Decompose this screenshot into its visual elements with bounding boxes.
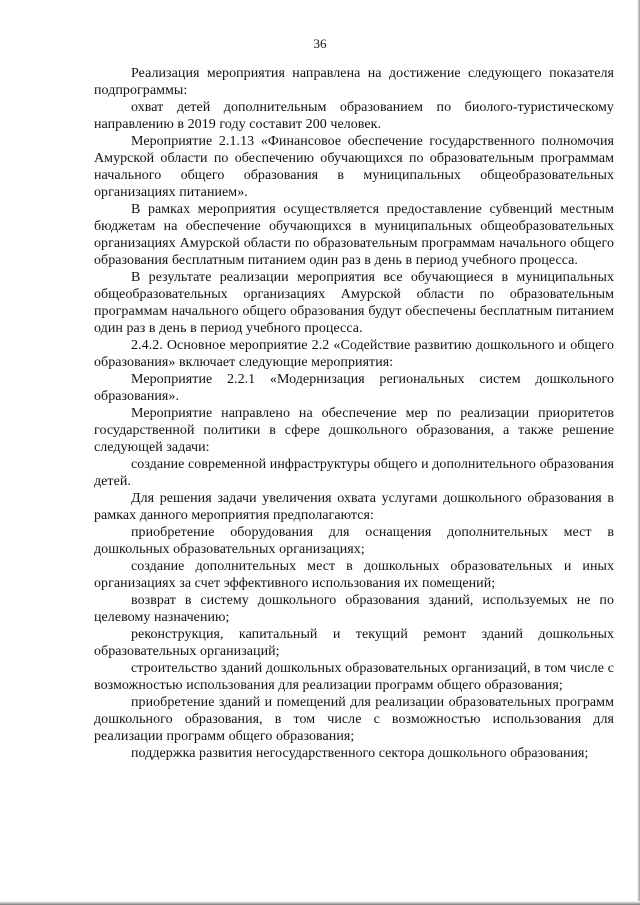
scan-bottom-shadow — [0, 901, 640, 905]
paragraph-12: создание дополнительных мест в дошкольных образовательных и иных организациях за счет эффективного использования их помещений; — [94, 559, 614, 591]
paragraph-16: приобретение зданий и помещений для реализации образовательных программ дошкольного образования, в том числе с возможностью использования для реализации программ общего образования; — [94, 695, 614, 744]
paragraph-9: создание современной инфраструктуры общего и дополнительного образования детей. — [94, 457, 614, 489]
paragraph-8: Мероприятие направлено на обеспечение мер по реализации приоритетов государственной политики в сфере дошкольного образования, а также решение следующей задачи: — [94, 406, 614, 455]
paragraph-13: возврат в систему дошкольного образования зданий, используемых не по целевому назначению; — [94, 593, 614, 625]
paragraph-11: приобретение оборудования для оснащения дополнительных мест в дошкольных образовательных организациях; — [94, 525, 614, 557]
paragraph-3: Мероприятие 2.1.13 «Финансовое обеспечение государственного полномочия Амурской области по обеспечению обучающихся по образовательным программам начального общего образования в муниципальных общеобразовательных организациях питанием». — [94, 134, 614, 200]
paragraph-10: Для решения задачи увеличения охвата услугами дошкольного образования в рамках данного мероприятия предполагаются: — [94, 491, 614, 523]
paragraph-6: 2.4.2. Основное мероприятие 2.2 «Содействие развитию дошкольного и общего образования» включает следующие мероприятия: — [94, 338, 614, 370]
paragraph-14: реконструкция, капитальный и текущий ремонт зданий дошкольных образовательных организаций; — [94, 627, 614, 659]
paragraph-5: В результате реализации мероприятия все обучающиеся в муниципальных общеобразовательных организациях Амурской области по образовательным программам начального общего образования будут обеспечены бесплатным питанием один раз в день в период учебного процесса. — [94, 270, 614, 336]
paragraph-17: поддержка развития негосударственного сектора дошкольного образования; — [131, 746, 589, 761]
paragraph-4: В рамках мероприятия осуществляется предоставление субвенций местным бюджетам на обеспечение обучающихся в муниципальных общеобразовательных организациях Амурской области по образовательным программам начального общего образования бесплатным питанием один раз в день в период учебного процесса. — [94, 202, 614, 268]
paragraph-7: Мероприятие 2.2.1 «Модернизация региональных систем дошкольного образования». — [94, 372, 614, 404]
paragraph-15: строительство зданий дошкольных образовательных организаций, в том числе с возможностью использования для реализации программ общего образования; — [94, 661, 614, 693]
paragraph-2: охват детей дополнительным образованием по биолого-туристическому направлению в 2019 году составит 200 человек. — [94, 100, 614, 132]
paragraph-1: Реализация мероприятия направлена на достижение следующего показателя подпрограммы: — [94, 66, 614, 98]
page-number: 36 — [313, 36, 327, 51]
document-body — [94, 65, 614, 762]
